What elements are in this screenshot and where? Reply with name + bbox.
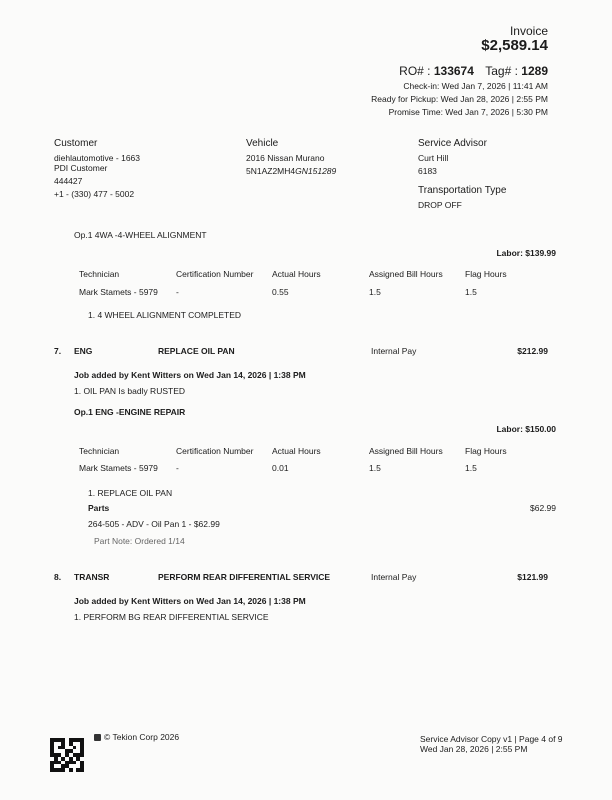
op1-th-assigned-hours: Assigned Bill Hours [369, 269, 443, 279]
check-in-time: Check-in: Wed Jan 7, 2026 | 11:41 AM [403, 81, 548, 91]
job8-number: 8. [54, 572, 62, 582]
op1-actual-hours: 0.55 [272, 287, 289, 297]
printed-timestamp: Wed Jan 28, 2026 | 2:55 PM [420, 744, 528, 754]
qr-code [50, 738, 84, 772]
ro-number: 133674 [433, 64, 474, 78]
vehicle-vin [246, 166, 336, 176]
job7-th-technician: Technician [79, 446, 120, 456]
op1-th-actual-hours: Actual Hours [272, 269, 321, 279]
service-advisor-label: Service Advisor [418, 138, 487, 149]
ro-tag-line [399, 64, 548, 78]
job7-labor: Labor: $150.00 [496, 424, 556, 434]
job7-parts-label: Parts [88, 503, 110, 513]
job7-concern: 1. OIL PAN Is badly RUSTED [74, 386, 186, 396]
op1-assigned-hours: 1.5 [369, 287, 381, 297]
job7-note: 1. REPLACE OIL PAN [88, 488, 173, 498]
copyright-line [94, 732, 179, 742]
invoice-total: $2,589.14 [481, 37, 548, 54]
customer-label: Customer [54, 138, 98, 149]
customer-type: PDI Customer [54, 163, 108, 173]
job7-th-certification: Certification Number [176, 446, 254, 456]
copy-page-info: Service Advisor Copy v1 | Page 4 of 9 [420, 734, 563, 744]
job7-parts-total: $62.99 [530, 503, 556, 513]
job7-flag-hours: 1.5 [465, 463, 477, 473]
job8-code: TRANSR [74, 572, 110, 582]
service-advisor-name: Curt Hill [418, 153, 449, 163]
job7-th-assigned-hours: Assigned Bill Hours [369, 446, 443, 456]
vehicle-label: Vehicle [246, 138, 279, 149]
op1-th-certification: Certification Number [176, 269, 254, 279]
job7-part-line: 264-505 - ADV - Oil Pan 1 - $62.99 [88, 519, 220, 529]
tag-label: Tag# : [485, 64, 518, 78]
customer-id: 444427 [54, 176, 83, 186]
op1-certification: - [176, 287, 179, 297]
job7-code: ENG [74, 346, 93, 356]
transportation-type-value: DROP OFF [418, 200, 462, 210]
job8-added-by: Job added by Kent Witters on Wed Jan 14, 2026 | 1:38 PM [74, 596, 306, 606]
job7-actual-hours: 0.01 [272, 463, 289, 473]
job7-certification: - [176, 463, 179, 473]
vin-suffix: GN151289 [295, 166, 337, 176]
job7-amount: $212.99 [517, 346, 548, 356]
op1-flag-hours: 1.5 [465, 287, 477, 297]
service-advisor-number: 6183 [418, 166, 437, 176]
ro-label: RO# : [399, 64, 431, 78]
vehicle-model: 2016 Nissan Murano [246, 153, 325, 163]
customer-phone: +1 - (330) 477 - 5002 [54, 189, 135, 199]
job7-technician: Mark Stamets - 5979 [79, 463, 158, 473]
op1-technician: Mark Stamets - 5979 [79, 287, 158, 297]
job8-pay-type: Internal Pay [371, 572, 417, 582]
op1-note: 1. 4 WHEEL ALIGNMENT COMPLETED [88, 310, 242, 320]
tekion-logo-icon [94, 734, 101, 741]
tag-number: 1289 [521, 64, 548, 78]
op1-labor: Labor: $139.99 [496, 248, 556, 258]
customer-name: diehlautomotive - 1663 [54, 153, 141, 163]
job7-part-note: Part Note: Ordered 1/14 [94, 536, 185, 546]
job7-added-by: Job added by Kent Witters on Wed Jan 14, 2026 | 1:38 PM [74, 370, 306, 380]
transportation-type-label: Transportation Type [418, 185, 507, 196]
job8-description: PERFORM REAR DIFFERENTIAL SERVICE [158, 572, 331, 582]
op1-th-technician: Technician [79, 269, 120, 279]
vin-prefix: 5N1AZ2MH4 [246, 166, 296, 176]
job7-assigned-hours: 1.5 [369, 463, 381, 473]
op1-title: Op.1 4WA -4-WHEEL ALIGNMENT [74, 230, 207, 240]
op1-th-flag-hours: Flag Hours [465, 269, 507, 279]
document-type: Invoice [509, 24, 548, 38]
job7-op-title: Op.1 ENG -ENGINE REPAIR [74, 407, 186, 417]
copyright-text: © Tekion Corp 2026 [104, 732, 180, 742]
job7-th-flag-hours: Flag Hours [465, 446, 507, 456]
job7-pay-type: Internal Pay [371, 346, 417, 356]
job8-amount: $121.99 [517, 572, 548, 582]
promise-time: Promise Time: Wed Jan 7, 2026 | 5:30 PM [388, 107, 548, 117]
job7-th-actual-hours: Actual Hours [272, 446, 321, 456]
job8-concern: 1. PERFORM BG REAR DIFFERENTIAL SERVICE [74, 612, 269, 622]
job7-number: 7. [54, 346, 62, 356]
ready-for-pickup-time: Ready for Pickup: Wed Jan 28, 2026 | 2:55 PM [371, 94, 548, 104]
job7-description: REPLACE OIL PAN [158, 346, 235, 356]
